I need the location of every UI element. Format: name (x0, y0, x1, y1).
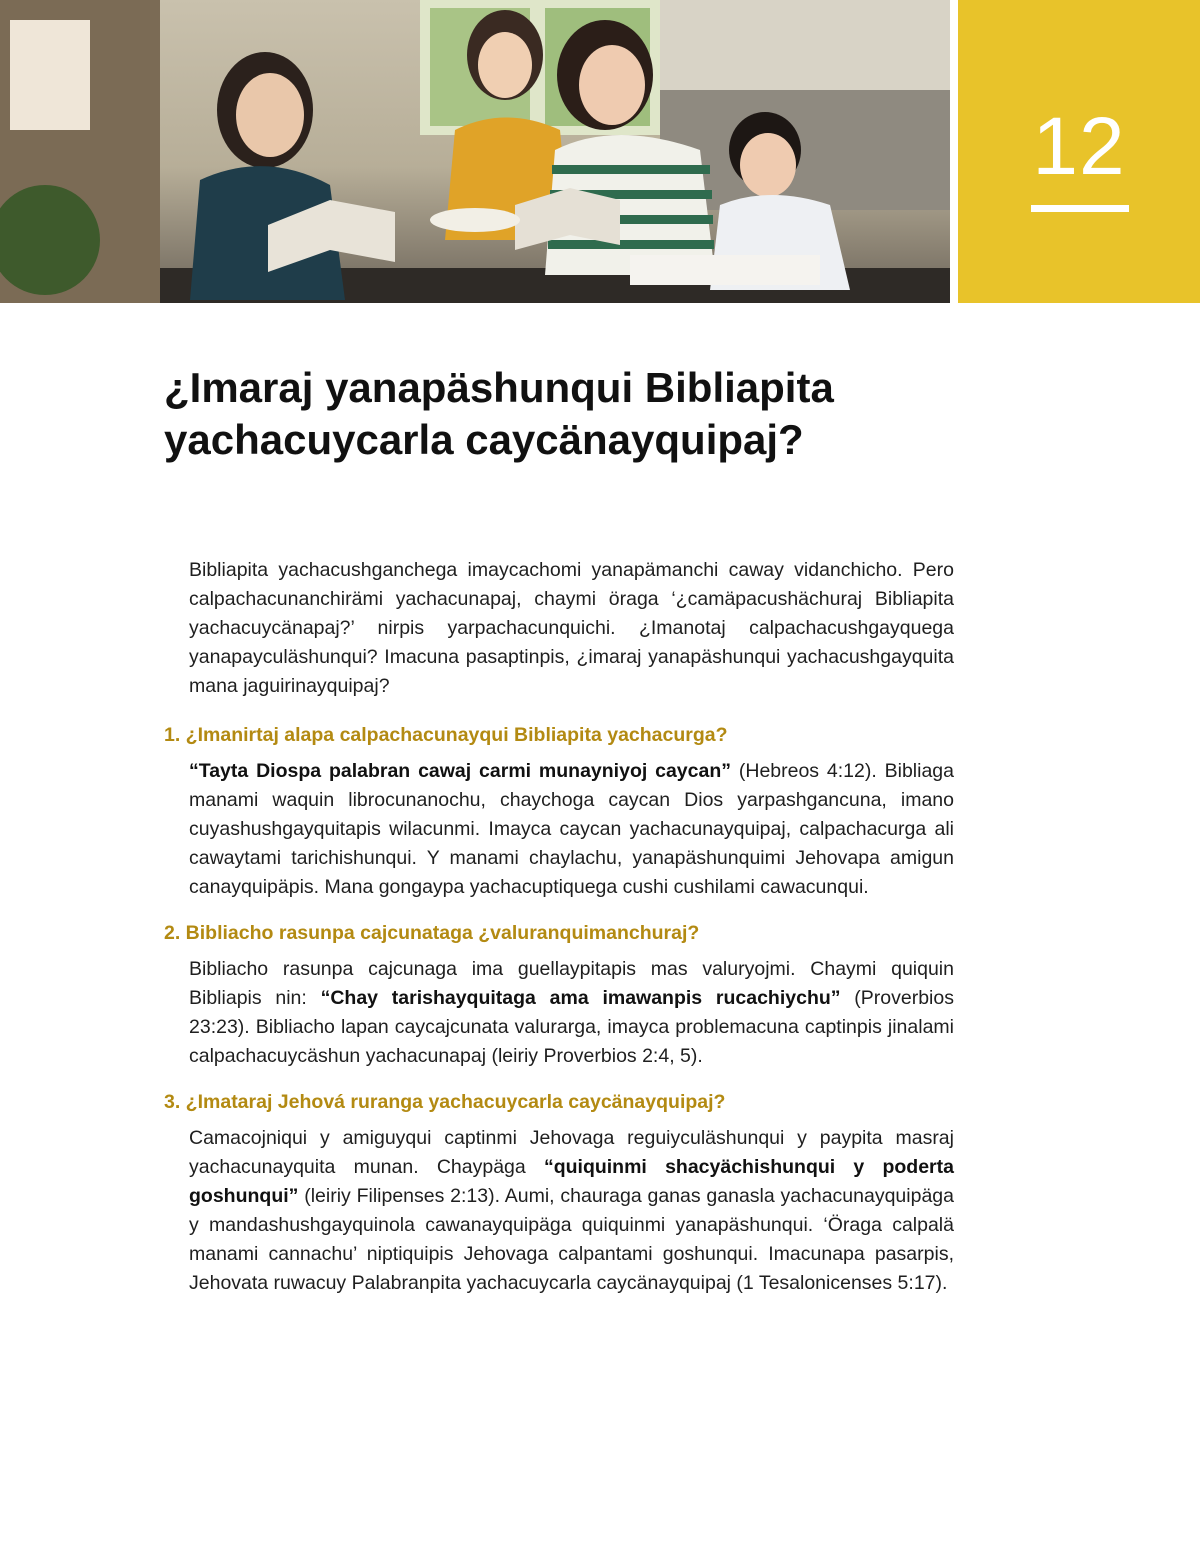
scripture-quote: “Tayta Diospa palabran cawaj carmi munayniyoj caycan” (189, 760, 732, 782)
section-1 (164, 721, 954, 902)
answer-paragraph (189, 1124, 954, 1298)
question-heading: 1. ¿Imanirtaj alapa calpachacunayqui Bibliapita yachacurga? (164, 724, 728, 746)
person-face (740, 133, 796, 197)
family-study-photo (0, 0, 950, 303)
answer-text: (leiriy Filipenses 2:13). Aumi, chauraga ganas ganasla yachacunayquipäga y mandashushgayquinola cawanayquipäga quiquinmi yanapäshunqui. ‘Öraga calpalä manami cannachu’ niptiquipis Jehovaga calpantami goshunqui. Imacunapa pasarpis, Jehovata ruwacuy Palabranpita yachacuycarla caycänayquipaj (1 Tesalonicenses 5:17). (189, 1185, 954, 1294)
section-3 (164, 1088, 954, 1298)
question-heading: 2. Bibliacho rasunpa cajcunataga ¿valuranquimanchuraj? (164, 922, 700, 944)
answer-text: (Proverbios 23:23). Bibliacho lapan caycajcunata valurarga, imayca problemacuna captinpis jinalami calpachacuycäshun yachacunapaj (leiriy Proverbios 2:4, 5). (189, 987, 954, 1067)
plate-shape (430, 208, 520, 232)
scripture-quote: “quiquinmi shacyächishunqui y poderta goshunqui” (189, 1156, 954, 1207)
photo-illustration (0, 0, 950, 303)
question-heading: 3. ¿Imataraj Jehová ruranga yachacuycarla caycänayquipaj? (164, 1091, 726, 1113)
person-face (236, 73, 304, 157)
scripture-quote: “Chay tarishayquitaga ama imawanpis rucachiychu” (320, 987, 841, 1009)
answer-paragraph (189, 955, 954, 1071)
person-face (478, 32, 532, 98)
answer-text: Camacojniqui y amiguyqui captinmi Jehovaga reguiyculäshunqui y paypita masraj yachacunayquita munan. Chaypäga (189, 1127, 954, 1178)
notebook-shape (630, 255, 820, 285)
lesson-title: ¿Imaraj yanapäshunqui Bibliapita yachacuycarla caycänayquipaj? (164, 364, 834, 463)
person-face (579, 45, 645, 125)
answer-paragraph (189, 757, 954, 902)
intro-paragraph: Bibliapita yachacushganchega imaycachomi yanapämanchi caway vidanchicho. Pero calpachacunanchirämi yachacunapaj, chaymi öraga ‘¿camäpacushächuraj Bibliapita yachacuycänapaj?’ nirpis yarpachacunquichi. ¿Imanotaj calpachacushgayquega yanapayculäshunqui? Imacuna pasaptinpis, ¿imaraj yanapäshunqui yachacushgayquita mana jaguirinayquipaj? (189, 559, 954, 697)
section-2 (164, 919, 954, 1071)
chapter-number: 12 (1032, 101, 1126, 192)
answer-text: (Hebreos 4:12). Bibliaga manami waquin librocunanochu, chaychoga caycan Dios yarpashgancuna, imano cuyashushgayquitapis wilacunmi. Imayca caycan yachacunayquipaj, calpachacurga ali cawaytami tarichishunqui. Y manami chaylachu, yanapäshunquimi Jehovapa amigun canayquipäpis. Mana gongaypa yachacuptiquega cushi cushilami cawacunqui. (189, 760, 955, 898)
drawing-on-wall (10, 20, 90, 130)
chapter-underline (1031, 205, 1129, 212)
lesson-content (164, 556, 954, 1315)
cabinet-shape (660, 0, 950, 90)
chapter-badge (958, 0, 1200, 303)
answer-text: Bibliacho rasunpa cajcunaga ima guellaypitapis mas valuryojmi. Chaymi quiquin Bibliapis nin: (189, 958, 954, 1009)
